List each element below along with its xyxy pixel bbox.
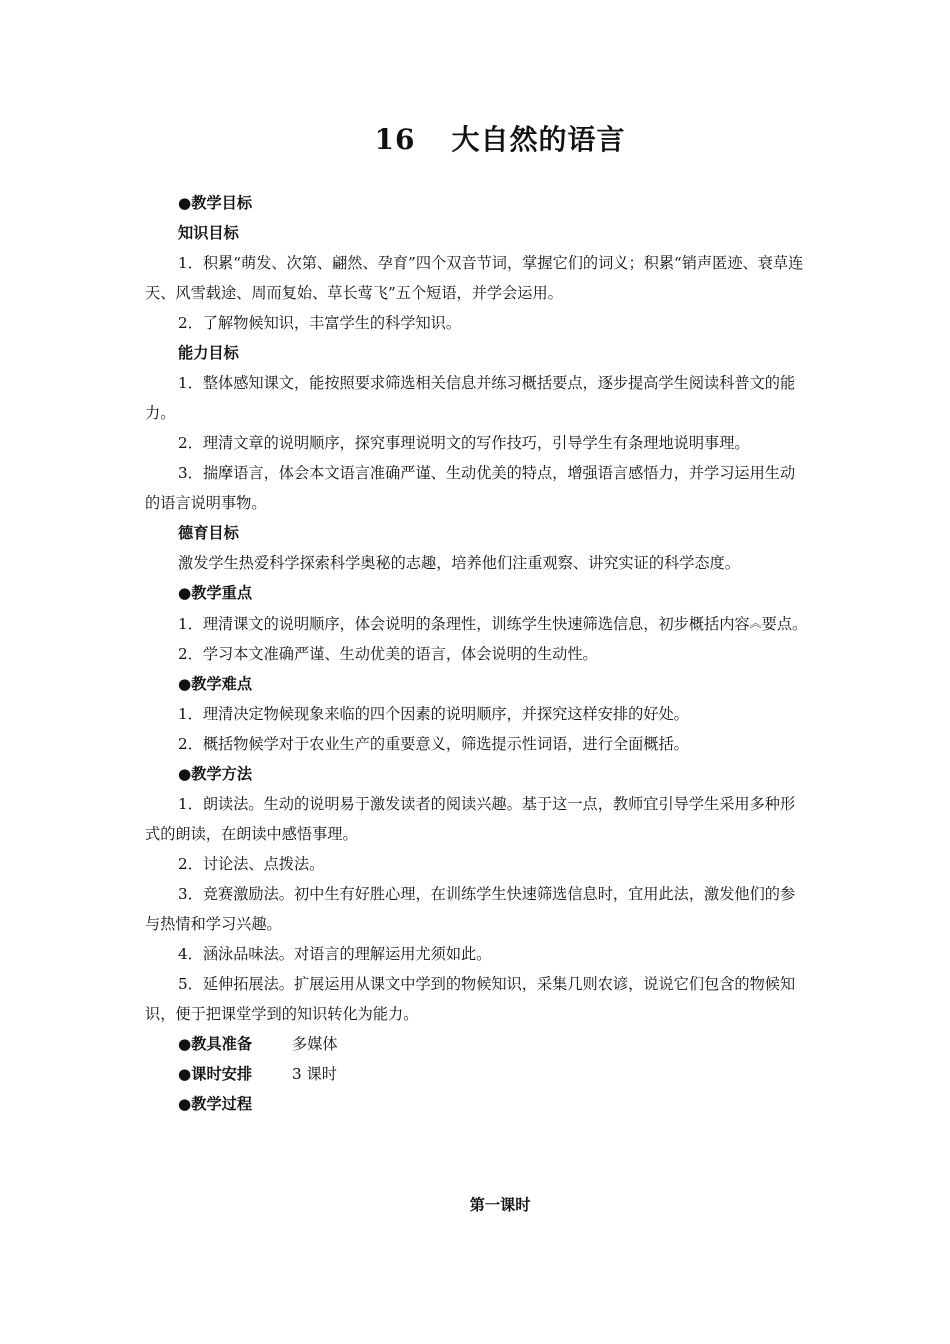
key-point-text: 1．理清课文的说明顺序，体会说明的条理性，训练学生快速筛选信息，初步概括内容 bbox=[178, 615, 750, 633]
lesson-title-text: 大自然的语言 bbox=[451, 123, 626, 156]
method-item: 4．涵泳品味法。对语言的理解运用尤须如此。 bbox=[178, 945, 492, 963]
schedule-value: 3 课时 bbox=[292, 1065, 337, 1083]
mark-symbol: ︽ bbox=[749, 616, 762, 630]
lesson-content bbox=[145, 188, 810, 1119]
moral-heading: 德育目标 bbox=[178, 524, 239, 542]
schedule-label: ●课时安排 bbox=[178, 1065, 253, 1083]
ability-heading: 能力目标 bbox=[178, 344, 239, 362]
lesson-title bbox=[0, 118, 950, 158]
method-item: 2．讨论法、点拨法。 bbox=[178, 855, 325, 873]
key-point-item: 2．学习本文准确严谨、生动优美的语言，体会说明的生动性。 bbox=[178, 645, 598, 663]
knowledge-item: 2．了解物候知识，丰富学生的科学知识。 bbox=[178, 314, 462, 332]
lesson-number: 16 bbox=[374, 123, 416, 156]
knowledge-item: 1．积累“萌发、次第、翩然、孕育”四个双音节词，掌握它们的词义；积累“销声匿迹、衰草连天、风雪载途、周而复始、草长莺飞”五个短语，并学会运用。 bbox=[145, 254, 804, 302]
key-point-item bbox=[145, 608, 810, 639]
key-points-heading: ●教学重点 bbox=[178, 584, 253, 602]
objectives-heading: ●教学目标 bbox=[178, 194, 253, 212]
key-point-tail: 要点。 bbox=[761, 615, 808, 633]
ability-item: 1．整体感知课文，能按照要求筛选相关信息并练习概括要点，逐步提高学生阅读科普文的能力。 bbox=[145, 374, 796, 422]
ability-item: 3．揣摩语言，体会本文语言准确严谨、生动优美的特点，增强语言感悟力，并学习运用生动的语言说明事物。 bbox=[145, 464, 796, 512]
method-item: 3．竞赛激励法。初中生有好胜心理，在训练学生快速筛选信息时，宜用此法，激发他们的参与热情和学习兴趣。 bbox=[145, 885, 796, 933]
method-item: 5．延伸拓展法。扩展运用从课文中学到的物候知识，采集几则农谚，说说它们包含的物候知识，便于把课堂学到的知识转化为能力。 bbox=[145, 975, 796, 1023]
moral-text: 激发学生热爱科学探索科学奥秘的志趣，培养他们注重观察、讲究实证的科学态度。 bbox=[178, 554, 740, 572]
first-lesson-heading: 第一课时 bbox=[469, 1196, 531, 1214]
tools-value: 多媒体 bbox=[292, 1035, 338, 1053]
difficulties-heading: ●教学难点 bbox=[178, 675, 253, 693]
tools-line bbox=[145, 1029, 810, 1059]
schedule-line bbox=[145, 1059, 810, 1089]
process-heading: ●教学过程 bbox=[178, 1095, 253, 1113]
tools-label: ●教具准备 bbox=[178, 1035, 253, 1053]
method-item: 1．朗读法。生动的说明易于激发读者的阅读兴趣。基于这一点，教师宜引导学生采用多种形式的朗读，在朗读中感悟事理。 bbox=[145, 795, 796, 843]
difficulty-item: 1．理清决定物候现象来临的四个因素的说明顺序，并探究这样安排的好处。 bbox=[178, 705, 689, 723]
knowledge-heading: 知识目标 bbox=[178, 224, 239, 242]
methods-heading: ●教学方法 bbox=[178, 765, 253, 783]
ability-item: 2．理清文章的说明顺序，探究事理说明文的写作技巧，引导学生有条理地说明事理。 bbox=[178, 434, 750, 452]
difficulty-item: 2．概括物候学对于农业生产的重要意义，筛选提示性词语，进行全面概括。 bbox=[178, 735, 689, 753]
